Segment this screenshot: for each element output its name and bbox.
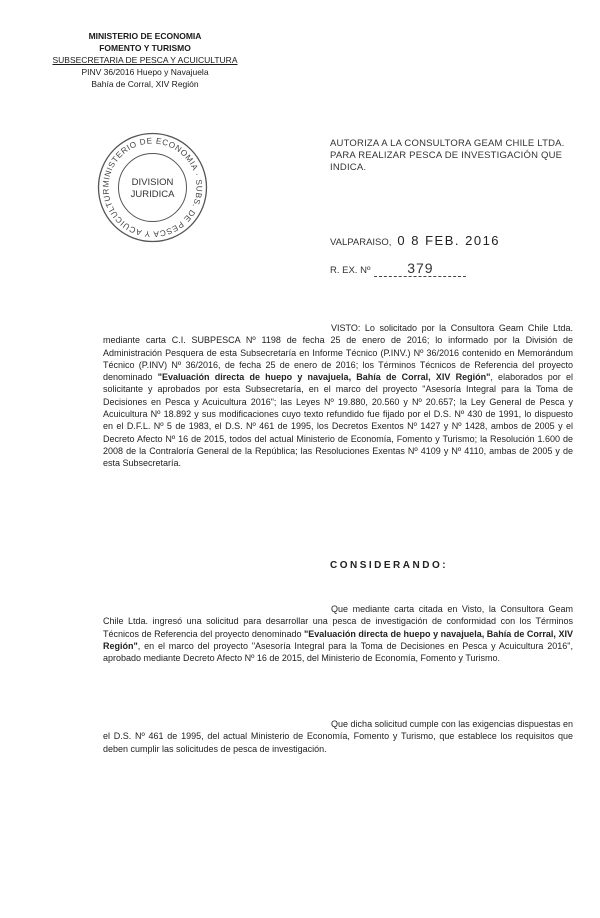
resolution-date: 0 8 FEB. 2016 — [397, 233, 501, 248]
visto-paragraph: VISTO: Lo solicitado por la Consultora Geam Chile Ltda. mediante carta C.I. SUBPESCA Nº 1198 de fecha 25 de enero de 2016; lo informado por la División de Administración Pesquera de esta Subsecretaría en Informe Técnico (P.INV.) Nº 36/2016 contenido en Memorándum Técnico (P.INV) Nº 36/2016, de fecha 25 de enero de 2016; los Términos Técnicos de Referencia del proyecto denominado "Evaluación directa de huepo y navajuela, Bahía de Corral, XIV Región", elaborados por el solicitante y aprobados por esta Subsecretaría, en el marco del proyecto "Asesoría Integral para la Toma de Decisiones en Pesca y Acuicultura 2016"; las Leyes Nº 19.880, 20.560 y Nº 20.657; la Ley General de Pesca y Acuicultura Nº 18.892 y sus modificaciones cuyo texto refundido fue fijado por el D.S. Nº 430 de 1991, lo dispuesto en el D.F.L. Nº 5 de 1983, el D.S. Nº 461 de 1995, los Decretos Exentos Nº 1427 y Nº 1428, ambos de 2005 y el Decreto Afecto Nº 16 de 2015, todos del actual Ministerio de Economía, Fomento y Turismo; la Resolución 1.600 de 2008 de la Contraloría General de la República; las Resoluciones Exentas Nº 4109 y Nº 4110, ambas de 2005 y de esta Subsecretaría. — [103, 323, 574, 469]
file-location: Bahía de Corral, XIV Región — [91, 79, 199, 89]
ministry-name: MINISTERIO DE ECONOMIA — [88, 31, 202, 41]
project-name: "Evaluación directa de huepo y navajuela, Bahía de Corral, XIV Región" — [103, 628, 573, 651]
subsecretaria-name: SUBSECRETARIA DE PESCA Y ACUICULTURA — [52, 55, 238, 65]
file-reference: PINV 36/2016 Huepo y Navajuela — [81, 67, 209, 77]
considerando-paragraph-1: Que mediante carta citada en Visto, la Consultora Geam Chile Ltda. ingresó una solicitud para desarrollar una pesca de investigación de conformidad con los Términos Técnicos de Referencia del proyecto denominado "Evaluación directa de huepo y navajuela, Bahía de Corral, XIV Región", en el marco del proyecto "Asesoría Integral para la Toma de Decisiones en Pesca y Acuicultura 2016", aprobado mediante Decreto Afecto Nº 16 de 2015, del Ministerio de Economía, Fomento y Turismo. — [103, 604, 573, 664]
stamp-center-line2: JURIDICA — [130, 189, 175, 200]
place-date-line — [330, 233, 500, 248]
visto-label: VISTO: — [331, 323, 361, 333]
division-juridica-stamp — [95, 130, 210, 245]
letterhead — [40, 30, 250, 90]
resolution-number-line — [330, 260, 466, 277]
resolution-subject: AUTORIZA A LA CONSULTORA GEAM CHILE LTDA. PARA REALIZAR PESCA DE INVESTIGACIÓN QUE INDICA. — [330, 138, 565, 173]
stamp-center-line1: DIVISION — [131, 177, 174, 188]
stamp-ring-text: MINISTERIO DE ECONOMIA · SUBS. DE PESCA Y ACUICULTUR — [101, 136, 204, 239]
considerando-heading: CONSIDERANDO: — [330, 560, 449, 571]
rex-label: R. EX. Nº — [330, 265, 371, 276]
ministry-subname: FOMENTO Y TURISMO — [99, 43, 191, 53]
rex-number: 379 — [374, 260, 466, 277]
stamp-icon — [95, 130, 210, 245]
considerando-paragraph-2: Que dicha solicitud cumple con las exigencias dispuestas en el D.S. Nº 461 de 1995, del actual Ministerio de Economía, Fomento y Turismo, que establece los requisitos que deben cumplir las solicitudes de pesca de investigación. — [103, 719, 573, 754]
place-label: VALPARAISO, — [330, 237, 392, 248]
project-name: "Evaluación directa de huepo y navajuela, Bahía de Corral, XIV Región" — [157, 372, 491, 383]
